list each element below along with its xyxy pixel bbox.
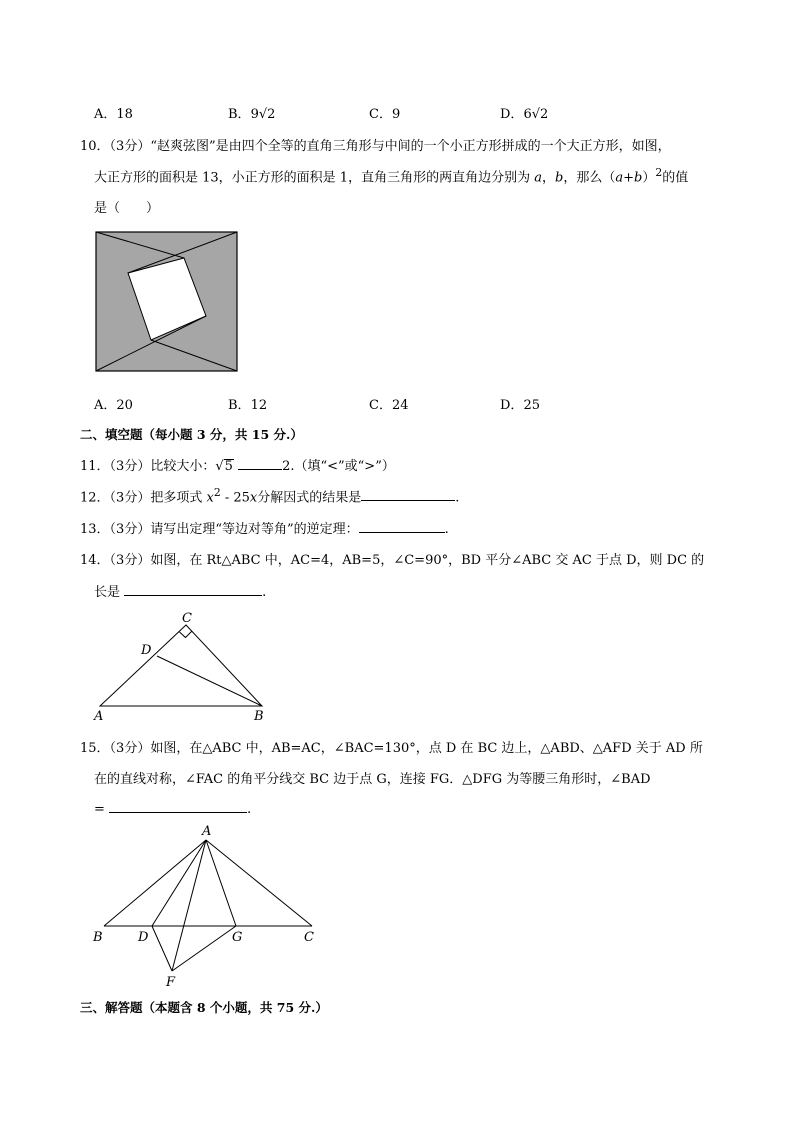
question-text: 如图，在 Rt△ABC 中，AC=4，AB=5，∠C=90°，BD 平分∠ABC 交 AC 于点 D，则 DC 的: [150, 553, 705, 568]
period: .: [262, 585, 267, 600]
q9-option-d: [500, 103, 548, 122]
answer-blank[interactable]: [238, 456, 282, 470]
segment-bd: [157, 656, 262, 706]
var-x: x: [206, 490, 214, 506]
option-value: 20: [116, 398, 133, 413]
question-text: 的值: [662, 170, 689, 186]
question-score: （3分）: [109, 490, 151, 506]
q10-option-a: [94, 394, 133, 413]
question-number: 15．: [80, 741, 110, 756]
question-text: 比较大小：: [150, 459, 216, 474]
option-letter: C．: [369, 398, 392, 413]
period: .: [444, 522, 449, 537]
period: .: [247, 802, 252, 817]
q15-line1: [80, 737, 703, 756]
right-angle-mark: [180, 631, 193, 638]
option-value: 25: [523, 398, 540, 413]
question-text: 大正方形的面积是 13，小正方形的面积是 1，直角三角形的两直角边分别为: [94, 170, 531, 186]
question-score: （3分）: [109, 553, 151, 568]
question-text: 2.（填“<”或“>”）: [282, 459, 395, 474]
label-d: D: [138, 930, 149, 945]
question-text: 如图，在△ABC 中，AB=AC，∠BAC=130°，点 D 在 BC 边上，△ABD、△AFD 关于 AD 所: [150, 741, 703, 756]
question-score: （3分）: [109, 139, 151, 154]
comma: ，: [541, 170, 555, 186]
question-text: 请写出定理“等边对等角”的逆定理：: [150, 522, 359, 537]
question-number: 10．: [80, 139, 110, 154]
segment-af: [172, 840, 206, 971]
q14-triangle-diagram: [90, 608, 275, 724]
question-number: 11．: [80, 459, 110, 474]
question-score: （3分）: [109, 459, 151, 474]
option-value: 12: [250, 398, 268, 413]
period: .: [455, 490, 460, 506]
label-b: B: [254, 709, 264, 724]
option-letter: D．: [500, 107, 524, 122]
answer-blank[interactable]: [359, 519, 445, 533]
segment-df: [152, 926, 172, 971]
q15-line3: [94, 799, 251, 817]
q10-line1: [80, 135, 671, 154]
label-b: B: [93, 930, 103, 945]
q10-line3: [94, 197, 159, 216]
option-letter: D．: [500, 398, 524, 413]
expression: a+b: [615, 170, 643, 186]
q14-line1: [80, 549, 704, 568]
label-f: F: [166, 975, 176, 990]
question-number: 12．: [80, 490, 110, 506]
option-value: 9√2: [250, 107, 276, 122]
question-text: ，那么（: [563, 170, 616, 186]
label-c: C: [182, 611, 192, 626]
q11: [80, 455, 395, 474]
question-text: “赵爽弦图”是由四个全等的直角三角形与中间的一个小正方形拼成的一个大正方形，如图，: [150, 139, 671, 154]
question-number: 13．: [80, 522, 110, 537]
label-a: A: [94, 709, 104, 724]
question-score: （3分）: [109, 741, 151, 756]
label-c: C: [304, 930, 314, 945]
triangle-abc: [100, 625, 262, 706]
option-letter: C．: [369, 107, 392, 122]
answer-blank[interactable]: [124, 582, 262, 596]
sqrt-5: √5: [215, 459, 233, 474]
question-text: 把多项式: [150, 490, 203, 506]
q10-option-d: [500, 394, 540, 413]
segment-ag: [206, 840, 236, 926]
question-text: 是（ ）: [94, 201, 160, 216]
zhao-shuang-diagram: [94, 230, 240, 373]
label-g: G: [232, 930, 243, 945]
q9-option-b: [228, 103, 275, 122]
q12: [80, 486, 459, 505]
question-score: （3分）: [109, 522, 151, 537]
var-a: a: [534, 170, 542, 186]
q10-option-c: [369, 394, 409, 413]
q10-option-b: [228, 394, 267, 413]
answer-blank[interactable]: [361, 487, 455, 501]
option-letter: B．: [228, 398, 251, 413]
exponent: 2: [213, 486, 221, 499]
question-text: 长是: [94, 585, 121, 600]
section-3-heading: 三、解答题（本题含 8 个小题，共 75 分.）: [80, 1000, 328, 1015]
q9-option-c: [369, 103, 400, 122]
exponent: 2: [655, 166, 663, 179]
option-value: 24: [391, 398, 409, 413]
question-text: ）: [642, 170, 656, 186]
q13: [80, 518, 449, 537]
polynomial-part: - 25: [220, 490, 250, 506]
section-2-heading: 二、填空题（每小题 3 分，共 15 分.）: [80, 427, 303, 442]
segment-ab: [104, 840, 206, 926]
option-letter: B．: [228, 107, 251, 122]
option-value: 6√2: [523, 107, 549, 122]
label-d: D: [141, 643, 152, 658]
option-letter: A．: [94, 398, 117, 413]
answer-blank[interactable]: [109, 799, 247, 813]
var-b: b: [555, 170, 564, 186]
var-x: x: [249, 490, 258, 506]
radicand: 5: [224, 459, 233, 474]
q15-line2: [94, 768, 651, 787]
segment-ad: [152, 840, 206, 926]
option-value: 9: [391, 107, 401, 122]
q14-line2: [94, 581, 266, 600]
option-letter: A．: [94, 107, 117, 122]
q15-triangle-diagram: [90, 820, 325, 992]
question-text: =: [94, 802, 105, 817]
label-a: A: [202, 824, 212, 839]
question-number: 14．: [80, 553, 110, 568]
option-value: 18: [116, 107, 133, 122]
question-text: 分解因式的结果是: [257, 490, 362, 506]
question-text: 在的直线对称，∠FAC 的角平分线交 BC 边于点 G，连接 FG．△DFG 为等腰三角形时，∠BAD: [94, 772, 651, 787]
q10-line2: [94, 166, 688, 185]
q9-option-a: [94, 103, 133, 122]
segment-ac: [206, 840, 312, 926]
